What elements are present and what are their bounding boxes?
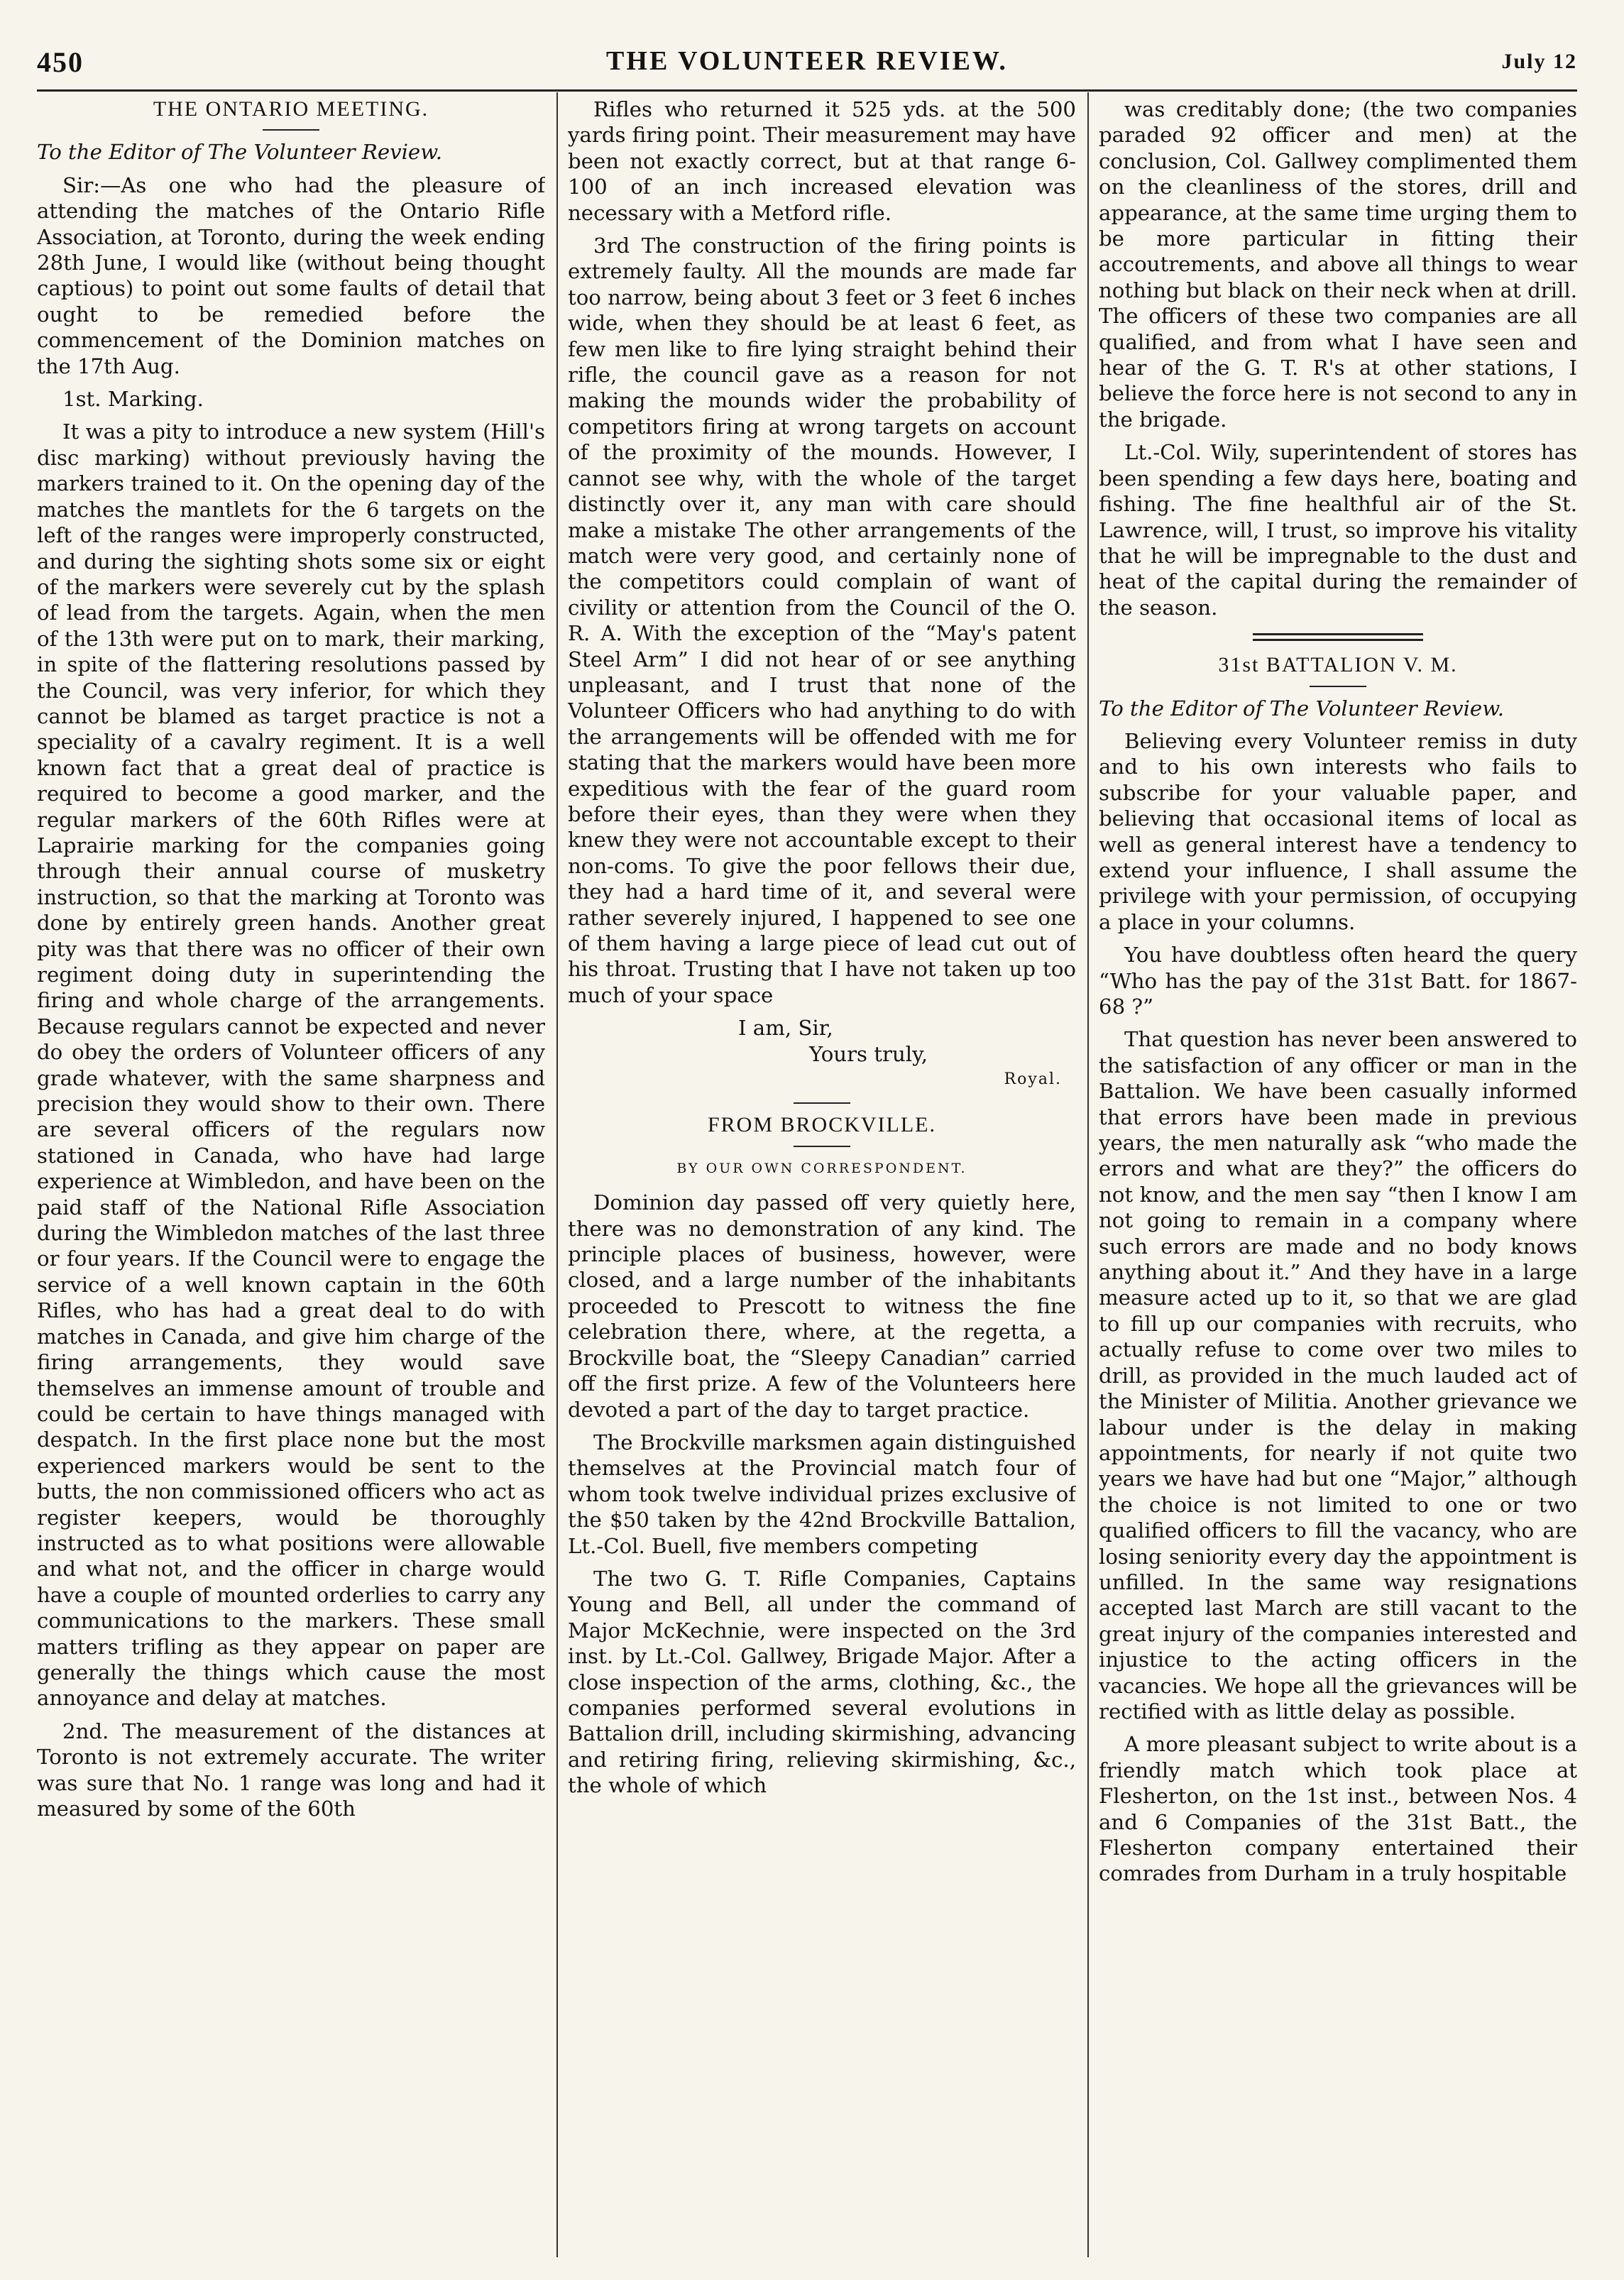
paragraph: Believing every Volunteer remiss in duty and to his own interests who fails to subscribe for your valuable paper, and believing that occasional items of local as well as general interest have a tendency to extend your influence, I shall assume the privilege with your permission, of occupying a place in your columns. — [1099, 728, 1577, 934]
column-2 — [568, 97, 1076, 2254]
paragraph: Lt.-Col. Wily, superintendent of stores has been spending a few days here, boating and fishing. The fine healthful air of the St. Lawrence, will, I trust, so improve his vitality that he will be impregnable to the dust and heat of the capital during the remainder of the season. — [1099, 440, 1577, 620]
column-rule — [1087, 92, 1089, 2257]
issue-date: July 12 — [1501, 50, 1577, 73]
header-rule — [37, 89, 1577, 92]
signature-name: Royal. — [1004, 1070, 1062, 1089]
byline: BY OUR OWN CORRESPONDENT. — [676, 1160, 967, 1176]
title-rule — [794, 1146, 850, 1147]
title-rule — [1310, 686, 1366, 687]
section-double-rule — [1253, 633, 1423, 641]
paragraph: 2nd. The measurement of the distances at Toronto is not extremely accurate. The writer was sure that No. 1 range was long and had it measured by some of the 60th — [37, 1719, 545, 1821]
paragraph: The two G. T. Rifle Companies, Captains Young and Bell, all under the command of Major McKechnie, were inspected on the 3rd inst. by Lt.-Col. Gallwey, Brigade Major. After a close inspection of the arms, clothing, &c., the companies performed several evolutions in Battalion drill, including skirmishing, advancing and retiring firing, relieving skirmishing, &c., the whole of which — [568, 1566, 1076, 1798]
signature-salutation: I am, Sir, — [738, 1016, 833, 1041]
signature-closing: Yours truly, — [809, 1041, 928, 1066]
publication-title: THE VOLUNTEER REVIEW. — [606, 46, 1008, 76]
article-title-ontario-meeting: THE ONTARIO MEETING. — [153, 97, 429, 121]
paragraph: That question has never been answered to the satisfaction of any officer or man in the Battalion. We have been casually informed that errors have been made in previous years, the men naturally ask “who made the errors and what are they?” the officers do not know, and the men say “then I know I am not going to remain in a company where such errors are made and no body knows anything about it.” And they have in a large measure acted up to it, so that we are glad to fill up our companies with recruits, who actually refuse to come over two miles to drill, as provided in the much lauded act of the Minister of Militia. Another grievance we labour under is the delay in making appointments, for nearly if not quite two years we have had but one “Major,” although the choice is not limited to one or two qualified officers to fill the vacancy, who are losing seniority every day the appointment is unfilled. In the same way resignations accepted last March are still vacant to the great injury of the companies interested and injustice to the acting officers in the vacancies. We hope all the grievances will be rectified with as little delay as possible. — [1099, 1027, 1577, 1723]
paragraph: A more pleasant subject to write about is a friendly match which took place at Flesherton, on the 1st inst., between Nos. 4 and 6 Companies of the 31st Batt., the Flesherton company entertained their comrades from Durham in a truly hospitable — [1099, 1732, 1577, 1886]
paragraph: was creditably done; (the two companies paraded 92 officer and men) at the conclusion, Col. Gallwey complimented them on the cleanliness of the stores, drill and appearance, at the same time urging them to be more particular in fitting their accoutrements, and above all things to wear nothing but black on their neck when at drill. The officers of these two companies are all qualified, and from what I have seen and hear of the G. T. R's at other stations, I believe the force here is not second to any in the brigade. — [1099, 97, 1577, 432]
column-3 — [1099, 97, 1577, 2254]
editor-address: To the Editor of The Volunteer Review. — [1099, 696, 1505, 720]
paragraph: You have doubtless often heard the query “Who has the pay of the 31st Batt. for 1867-68 ?” — [1099, 943, 1577, 1019]
paragraph: Sir:—As one who had the pleasure of attending the matches of the Ontario Rifle Association, at Toronto, during the week ending 28th June, I would like (without being thought captious) to point out some faults of detail that ought to be remedied before the commencement of the Dominion matches on the 17th Aug. — [37, 172, 545, 378]
page-header — [37, 40, 1577, 82]
editor-address: To the Editor of The Volunteer Review. — [37, 140, 443, 165]
page-number: 450 — [37, 46, 84, 78]
column-1 — [37, 97, 545, 2254]
paragraph: Dominion day passed off very quietly here, there was no demonstration of any kind. The principle places of business, however, were closed, and a large number of the inhabitants proceeded to Prescott to witness the fine celebration there, where, at the regetta, a Brockville boat, the “Sleepy Canadian” carried off the first prize. A few of the Volunteers here devoted a part of the day to target practice. — [568, 1190, 1076, 1422]
paragraph: 1st. Marking. — [62, 387, 204, 412]
paragraph: The Brockville marksmen again distinguished themselves at the Provincial match four of whom took twelve individual prizes exclusive of the $50 taken by the 42nd Brockville Battalion, Lt.-Col. Buell, five members competing — [568, 1430, 1076, 1558]
article-title-31st-battalion: 31st BATTALION V. M. — [1218, 653, 1458, 677]
paragraph: Rifles who returned it 525 yds. at the 500 yards firing point. Their measurement may have been not exactly correct, but at that range 6-100 of an inch increased elevation was necessary with a Metford rifle. — [568, 97, 1076, 225]
article-title-brockville: FROM BROCKVILLE. — [707, 1113, 937, 1137]
section-rule — [794, 1102, 850, 1104]
paragraph: It was a pity to introduce a new system (Hill's disc marking) without previously having the markers trained to it. On the opening day of the matches the mantlets for the 6 targets on the left of the ranges were improperly constructed, and during the sighting shots some six or eight of the markers were severely cut by the splash of lead from the targets. Again, when the men of the 13th were put on to mark, their marking, in spite of the flattering resolutions passed by the Council, was very inferior, for which they cannot be blamed as target practice is not a speciality of a cavalry regiment. It is a well known fact that a great deal of practice is required to become a good marker, and the regular markers of the 60th Rifles were at Laprairie marking for the companies going through their annual course of musketry instruction, so that the marking at Toronto was done by entirely green hands. Another great pity was that there was no officer of their own regiment doing duty in superintending the firing and whole charge of the arrangements. Because regulars cannot be expected and never do obey the orders of Volunteer officers of any grade whatever, with the same sharpness and precision they would show to their own. There are several officers of the regulars now stationed in Canada, who have had large experience at Wimbledon, and have been on the paid staff of the National Rifle Association during the Wimbledon matches of the last three or four years. If the Council were to engage the service of a well known captain in the 60th Rifles, who has had a great deal to do with matches in Canada, and give him charge of the firing arrangements, they would save themselves an immense amount of trouble and could be certain to have things managed with despatch. In the first place none but the most experienced markers would be sent to the butts, the non commissioned officers who act as register keepers, would be thoroughly instructed as to what positions were allowable and what not, and the officer in charge would have a couple of mounted orderlies to carry any communications to the markers. These small matters trifling as they appear on paper are generally the things which cause the most annoyance and delay at matches. — [37, 420, 545, 1711]
title-rule — [263, 129, 319, 131]
paragraph: 3rd The construction of the firing points is extremely faulty. All the mounds are made far too narrow, being about 3 feet or 3 feet 6 inches wide, when they should be at least 6 feet, as few men like to fire lying straight behind their rifle, the council gave as a reason for not making the mounds wider the probability of competitors firing at wrong targets on account of the proximity of the mounds. However, I cannot see why, with the whole of the target distinctly over it, any man with care should make a mistake The other arrangements of the match were very good, and certainly none of the competitors could complain of want of civility or attention from the Council of the O. R. A. With the exception of the “May's patent Steel Arm” I did not hear of or see anything unpleasant, and I trust that none of the Volunteer Officers who had anything to do with the arrangements will be offended with me for stating that the markers would have been more expeditious with the fear of the guard room before their eyes, than they were when they knew they were not accountable except to their non-coms. To give the poor fellows their due, they had a hard time of it, and several were rather severely injured, I happened to see one of them having a large piece of lead cut out of his throat. Trusting that I have not taken up too much of your space — [568, 234, 1076, 1007]
column-rule — [556, 92, 558, 2257]
